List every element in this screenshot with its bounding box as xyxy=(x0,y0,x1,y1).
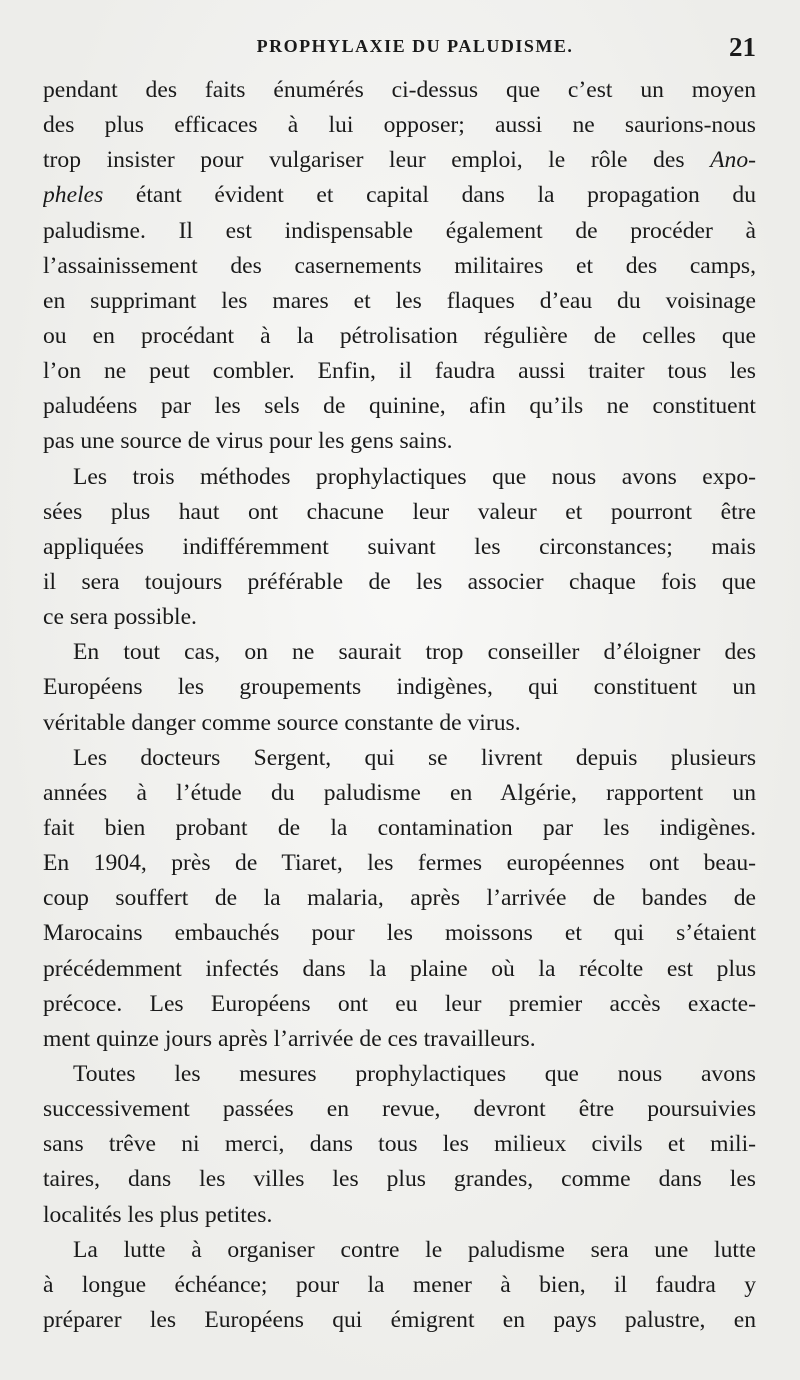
text-line: précoce. Les Européens ont eu leur premier accès exacte- xyxy=(43,990,756,1017)
text-line: à longue échéance; pour la mener à bien, il faudra y xyxy=(43,1271,756,1298)
italic-genus-name: pheles xyxy=(43,182,104,209)
text-line: en supprimant les mares et les flaques d’eau du voisinage xyxy=(43,287,756,314)
text-line: trop insister pour vulgariser leur emploi, le rôle des Ano- xyxy=(43,147,756,174)
text-line: localités les plus petites. xyxy=(43,1201,273,1228)
text-line: pendant des faits énumérés ci-dessus que c’est un moyen xyxy=(43,77,756,103)
text-line: En tout cas, on ne saurait trop conseiller d’éloigner des xyxy=(73,639,756,666)
text-line: En 1904, près de Tiaret, les fermes européennes ont beau- xyxy=(43,850,756,877)
text-line: taires, dans les villes les plus grandes, comme dans les xyxy=(43,1166,756,1193)
text-line: des plus efficaces à lui opposer; aussi ne saurions-nous xyxy=(43,112,756,139)
text-line: ce sera possible. xyxy=(43,604,197,631)
text-line: ou en procédant à la pétrolisation régulière de celles que xyxy=(43,322,756,349)
text-line: La lutte à organiser contre le paludisme sera une lutte xyxy=(73,1236,756,1263)
text-line: l’assainissement des casernements militaires et des camps, xyxy=(43,252,756,279)
running-title: PROPHYLAXIE DU PALUDISME. xyxy=(256,36,574,56)
text-line: sans trêve ni merci, dans tous les milieux civils et mili- xyxy=(43,1131,756,1158)
text-line: paludisme. Il est indispensable également de procéder à xyxy=(43,217,756,244)
body-text xyxy=(43,73,756,1338)
text-line: pheles étant évident et capital dans la propagation du xyxy=(43,182,756,209)
text-line: fait bien probant de la contamination par les indigènes. xyxy=(43,814,756,841)
text-line: sées plus haut ont chacune leur valeur et pourront être xyxy=(43,498,756,525)
running-header xyxy=(44,32,756,66)
text-line: ment quinze jours après l’arrivée de ces travailleurs. xyxy=(43,1025,536,1052)
italic-genus-name: Ano- xyxy=(710,147,756,174)
text-line: paludéens par les sels de quinine, afin qu’ils ne constituent xyxy=(43,393,756,420)
text-line: Les docteurs Sergent, qui se livrent depuis plusieurs xyxy=(73,744,756,771)
text-line: successivement passées en revue, devront être poursuivies xyxy=(43,1096,756,1123)
text-line: l’on ne peut combler. Enfin, il faudra aussi traiter tous les xyxy=(43,358,756,385)
text-line: coup souffert de la malaria, après l’arrivée de bandes de xyxy=(43,885,756,912)
text-line: préparer les Européens qui émigrent en pays palustre, en xyxy=(43,1306,756,1333)
text-line: Marocains embauchés pour les moissons et qui s’étaient xyxy=(43,920,756,947)
text-line: véritable danger comme source constante de virus. xyxy=(43,709,521,736)
text-line: pas une source de virus pour les gens sains. xyxy=(43,428,453,455)
text-line: Européens les groupements indigènes, qui constituent un xyxy=(43,674,756,701)
text-line: Les trois méthodes prophylactiques que nous avons expo- xyxy=(73,463,756,490)
page-number: 21 xyxy=(729,32,756,62)
text-line: précédemment infectés dans la plaine où la récolte est plus xyxy=(43,955,756,982)
text-line: années à l’étude du paludisme en Algérie, rapportent un xyxy=(43,779,756,806)
text-line: il sera toujours préférable de les associer chaque fois que xyxy=(43,568,756,595)
text-line: appliquées indifféremment suivant les circonstances; mais xyxy=(43,533,756,560)
text-line: Toutes les mesures prophylactiques que nous avons xyxy=(73,1060,756,1087)
